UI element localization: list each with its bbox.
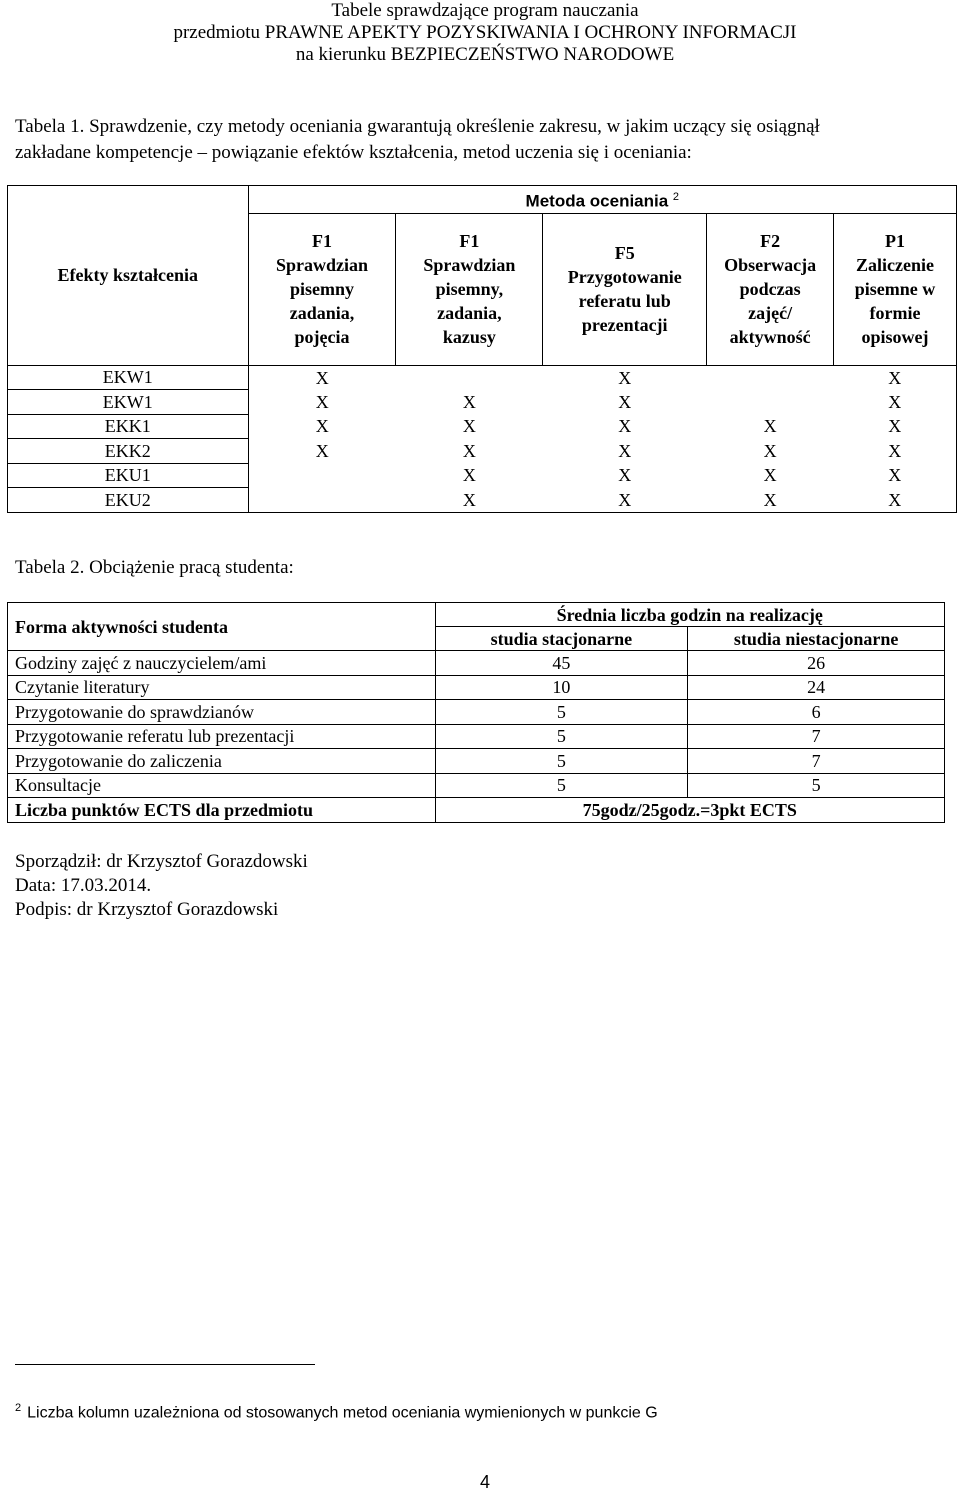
method-mark: X <box>543 365 707 390</box>
ects-label: Liczba punktów ECTS dla przedmiotu <box>8 798 436 823</box>
method-mark: X <box>248 365 396 390</box>
footnote <box>15 1398 658 1423</box>
stationary-hours: 5 <box>435 773 688 798</box>
method-column-header-line: zadania, <box>437 303 502 324</box>
method-column-header-line: Przygotowanie <box>567 267 682 288</box>
method-mark <box>707 390 834 415</box>
footnote-number: 2 <box>15 1402 22 1414</box>
effect-code: EKU1 <box>8 463 249 488</box>
nonstationary-hours: 26 <box>688 651 945 676</box>
footnote-ref: 2 <box>672 191 680 203</box>
table-row <box>8 700 945 725</box>
stationary-header: studia stacjonarne <box>435 627 688 651</box>
table-row <box>8 463 957 488</box>
method-column-header-line: podczas <box>739 279 801 300</box>
nonstationary-hours: 6 <box>688 700 945 725</box>
method-column-header-line: Zaliczenie <box>856 255 935 276</box>
document-date: Data: 17.03.2014. <box>15 875 152 896</box>
method-mark: X <box>707 488 834 513</box>
method-mark: X <box>462 465 476 486</box>
method-mark: X <box>834 488 957 513</box>
activity-name: Przygotowanie referatu lub prezentacji <box>8 724 436 749</box>
method-mark: X <box>462 416 476 437</box>
table-row <box>8 675 945 700</box>
effect-code: EKU2 <box>8 488 249 513</box>
method-column-header-line: F1 <box>459 231 480 252</box>
method-mark: X <box>834 390 957 415</box>
document-title-line3: na kierunku BEZPIECZEŃSTWO NARODOWE <box>295 44 675 65</box>
table-row <box>8 365 957 390</box>
method-mark: X <box>834 414 957 439</box>
method-column-header <box>248 213 396 365</box>
method-column-header-line: pisemny, <box>435 279 504 300</box>
method-column-header-line: formie <box>869 303 921 324</box>
nonstationary-header: studia niestacjonarne <box>688 627 945 651</box>
method-mark: X <box>834 439 957 464</box>
method-mark: X <box>462 440 476 461</box>
method-mark: X <box>618 440 632 461</box>
stationary-hours: 5 <box>435 724 688 749</box>
footnote-text: Liczba kolumn uzależniona od stosowanych metod oceniania wymienionych w punkcie G <box>27 1404 658 1422</box>
method-column-header <box>834 213 957 365</box>
page-number: 4 <box>479 1472 490 1492</box>
method-column-header-line: pisemne w <box>854 279 936 300</box>
table-row <box>8 439 957 464</box>
prepared-by: Sporządził: dr Krzysztof Gorazdowski <box>15 851 308 872</box>
nonstationary-hours: 7 <box>688 724 945 749</box>
table-row <box>8 651 945 676</box>
effects-header: Efekty kształcenia <box>8 186 249 366</box>
method-column-header-line: referatu lub <box>578 291 671 312</box>
activity-name: Godziny zajęć z nauczycielem/ami <box>8 651 436 676</box>
method-mark: X <box>315 391 329 412</box>
method-column-header-line: F1 <box>312 231 333 252</box>
activity-name: Czytanie literatury <box>8 675 436 700</box>
activity-name: Przygotowanie do sprawdzianów <box>8 700 436 725</box>
activity-name: Przygotowanie do zaliczenia <box>8 749 436 774</box>
method-column-header-line: Obserwacja <box>724 255 817 276</box>
stationary-hours: 5 <box>435 749 688 774</box>
method-column-header <box>396 213 543 365</box>
method-mark: X <box>618 465 632 486</box>
stationary-hours: 10 <box>435 675 688 700</box>
method-mark: X <box>618 391 632 412</box>
method-column-header-line: pojęcia <box>294 327 350 348</box>
method-column-header-line: zajęć/ <box>748 303 793 324</box>
method-column-header-line: F5 <box>614 243 635 264</box>
method-column-header-line: zadania, <box>289 303 355 324</box>
method-column-header-line: aktywność <box>729 327 811 348</box>
table-row <box>8 414 957 439</box>
table-row <box>8 749 945 774</box>
method-mark: X <box>462 391 476 412</box>
method-mark: X <box>315 416 329 437</box>
table-row <box>8 488 957 513</box>
method-column-header-line: prezentacji <box>581 315 668 336</box>
table1-caption-line2: zakładane kompetencje – powiązanie efektów kształcenia, metod uczenia się i oceniania: <box>15 142 692 163</box>
method-mark: X <box>763 416 777 437</box>
effect-code: EKK2 <box>8 439 249 464</box>
activity-header: Forma aktywności studenta <box>8 603 436 651</box>
method-mark <box>396 365 543 390</box>
ects-value: 75godz/25godz.=3pkt ECTS <box>435 798 945 823</box>
stationary-hours: 45 <box>435 651 688 676</box>
method-mark <box>248 463 396 488</box>
method-mark: X <box>315 440 329 461</box>
effect-code: EKW1 <box>8 390 249 415</box>
document-title-line1: Tabele sprawdzające program nauczania <box>331 0 639 21</box>
effect-code: EKW1 <box>8 365 249 390</box>
method-column-header-line: opisowej <box>861 327 929 348</box>
method-mark: X <box>543 488 707 513</box>
method-column-header-line: P1 <box>885 231 906 252</box>
activity-name: Konsultacje <box>8 773 436 798</box>
assessment-methods-table <box>7 185 957 513</box>
method-mark: X <box>763 440 777 461</box>
method-column-header-line: pisemny <box>290 279 355 300</box>
method-mark: X <box>763 465 777 486</box>
method-column-header-line: Sprawdzian <box>276 255 369 276</box>
footnote-separator <box>15 1364 315 1365</box>
method-column-header-line: Sprawdzian <box>423 255 516 276</box>
effect-code: EKK1 <box>8 414 249 439</box>
method-column-header-line: F2 <box>760 231 781 252</box>
document-title-line2: przedmiotu PRAWNE APEKTY POZYSKIWANIA I OCHRONY INFORMACJI <box>173 22 797 43</box>
stationary-hours: 5 <box>435 700 688 725</box>
method-header: Metoda oceniania $^2$ <box>248 186 956 214</box>
method-mark <box>707 365 834 390</box>
method-mark <box>248 488 396 513</box>
table-row <box>8 390 957 415</box>
table2-caption: Tabela 2. Obciążenie pracą studenta: <box>15 557 294 578</box>
method-column-header <box>707 213 834 365</box>
nonstationary-hours: 7 <box>688 749 945 774</box>
method-mark: X <box>618 416 632 437</box>
table-row <box>8 773 945 798</box>
nonstationary-hours: 5 <box>688 773 945 798</box>
method-mark: X <box>396 488 543 513</box>
method-column-header <box>543 213 707 365</box>
method-mark: X <box>834 365 957 390</box>
workload-table <box>7 602 945 823</box>
method-column-header-line: kazusy <box>442 327 496 348</box>
nonstationary-hours: 24 <box>688 675 945 700</box>
hours-header: Średnia liczba godzin na realizację <box>435 603 945 627</box>
signed-by: Podpis: dr Krzysztof Gorazdowski <box>15 899 279 920</box>
table1-caption-line1: Tabela 1. Sprawdzenie, czy metody oceniania gwarantują określenie zakresu, w jakim uczący się osiągnął <box>15 116 820 137</box>
method-mark: X <box>834 463 957 488</box>
table-row <box>8 724 945 749</box>
